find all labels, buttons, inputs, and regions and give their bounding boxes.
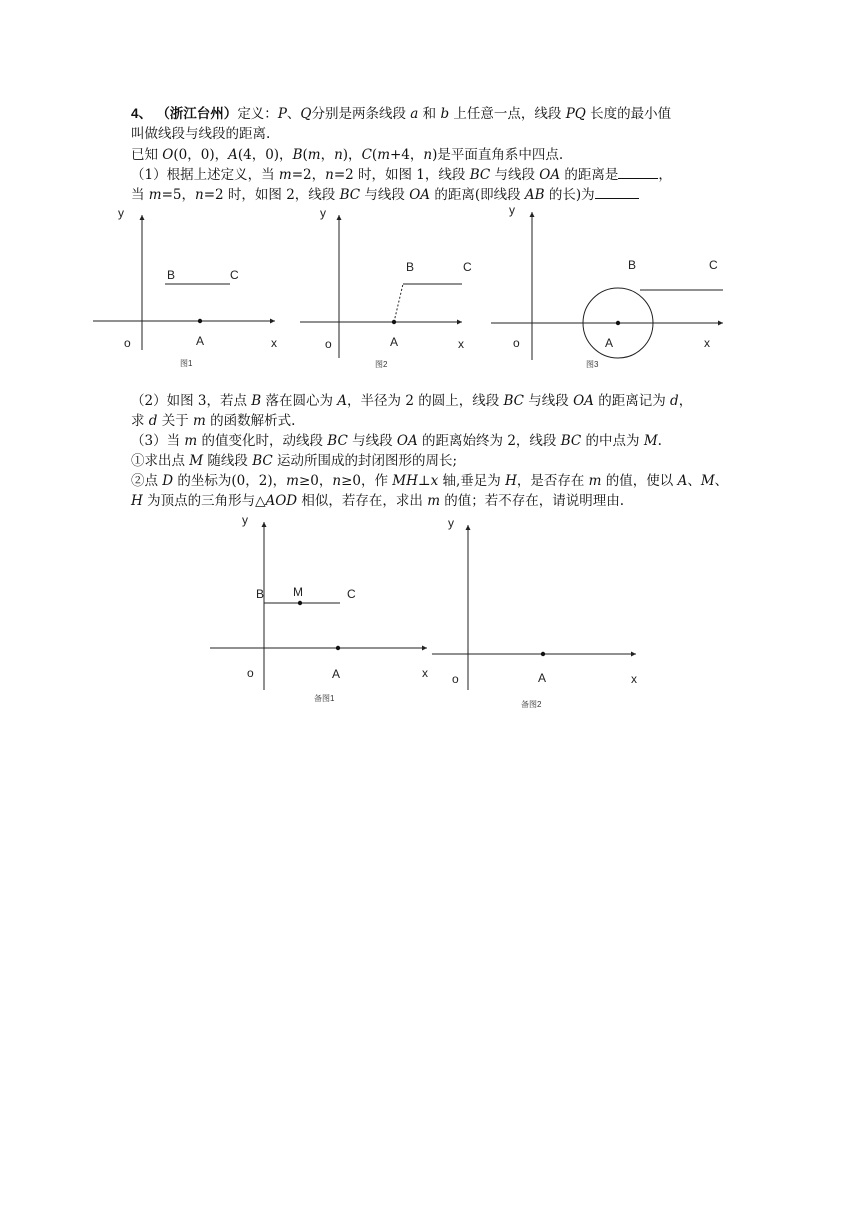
point-a bbox=[336, 646, 340, 650]
var-O: O bbox=[162, 147, 174, 163]
text: 的长)为 bbox=[544, 187, 595, 203]
point-a bbox=[392, 320, 396, 324]
var-M: M bbox=[643, 433, 658, 449]
text: =2 时，如图 1，线段 bbox=[333, 167, 470, 183]
text: =5， bbox=[161, 187, 196, 203]
var-m: m bbox=[184, 433, 198, 449]
x-label: x bbox=[458, 337, 464, 351]
origin-label: o bbox=[247, 666, 254, 680]
text: =2， bbox=[291, 167, 326, 183]
y-label: y bbox=[448, 516, 454, 530]
text: （3）当 bbox=[131, 433, 185, 449]
var-BC: BC bbox=[503, 393, 525, 409]
origin-label: o bbox=[325, 337, 332, 351]
var-BC: BC bbox=[252, 453, 273, 469]
var-A: A bbox=[228, 147, 238, 163]
var-a: a bbox=[410, 106, 419, 122]
text: （2）如图 3，若点 bbox=[131, 393, 252, 409]
var-m: m bbox=[307, 147, 321, 163]
text: 的函数解析式. bbox=[205, 413, 296, 429]
text: 的距离(即线段 bbox=[430, 187, 525, 203]
var-OA: OA bbox=[409, 187, 431, 203]
var-m: m bbox=[377, 147, 390, 163]
text: 定义： bbox=[237, 106, 278, 122]
text: =2 时，如图 2，线段 bbox=[203, 187, 340, 203]
var-A: A bbox=[337, 393, 348, 409]
point-c-label: C bbox=[463, 260, 472, 274]
text: 与线段 bbox=[490, 167, 540, 183]
var-OA: OA bbox=[573, 393, 594, 409]
point-a-label: A bbox=[196, 334, 205, 348]
text: 相似，若存在，求出 bbox=[297, 493, 428, 509]
var-D: D bbox=[162, 473, 174, 489]
text: 、 bbox=[714, 473, 729, 489]
text: 求 bbox=[131, 413, 149, 429]
y-label: y bbox=[242, 513, 248, 527]
spare-figure-2 bbox=[432, 516, 637, 709]
var-BC: BC bbox=[327, 433, 348, 449]
x-label: x bbox=[631, 672, 637, 686]
var-AB: AB bbox=[524, 187, 545, 203]
text: (4，0)， bbox=[237, 147, 293, 163]
var-Q: Q bbox=[300, 106, 312, 122]
var-n: n bbox=[325, 167, 334, 183]
point-a-label: A bbox=[605, 336, 614, 350]
var-x: x bbox=[430, 473, 439, 489]
text: ( bbox=[371, 147, 378, 163]
text: ②点 bbox=[131, 473, 163, 489]
text: 上任意一点，线段 bbox=[449, 106, 566, 122]
var-H: H bbox=[505, 473, 517, 489]
point-b-label: B bbox=[628, 258, 637, 272]
text: ， bbox=[320, 147, 335, 163]
text: 随线段 bbox=[203, 453, 253, 469]
var-m: m bbox=[588, 473, 602, 489]
text: 分别是两条线段 bbox=[311, 106, 411, 122]
figure-caption: 图2 bbox=[375, 360, 388, 369]
figure-caption: 图3 bbox=[586, 360, 599, 369]
text: 关于 bbox=[157, 413, 194, 429]
point-a-label: A bbox=[390, 335, 399, 349]
var-B: B bbox=[292, 147, 303, 163]
var-m: m bbox=[427, 493, 441, 509]
text: （1）根据上述定义，当 bbox=[131, 167, 279, 183]
text: 的距离始终为 2，线段 bbox=[417, 433, 561, 449]
text: 与线段 bbox=[347, 433, 397, 449]
var-B: B bbox=[251, 393, 262, 409]
origin-label: o bbox=[513, 336, 520, 350]
spare-figure-1 bbox=[210, 513, 428, 703]
var-BC: BC bbox=[339, 187, 361, 203]
var-PQ: PQ bbox=[565, 106, 586, 122]
var-n: n bbox=[334, 147, 343, 163]
var-d: d bbox=[670, 393, 679, 409]
point-c-label: C bbox=[709, 258, 718, 272]
point-m-label: M bbox=[293, 585, 303, 599]
problem-number: 4、 bbox=[131, 106, 153, 121]
point-b-label: B bbox=[256, 587, 265, 601]
var-AOD: AOD bbox=[265, 493, 298, 509]
figure-caption: 图1 bbox=[180, 359, 193, 368]
figure-2 bbox=[300, 206, 472, 369]
text: 已知 bbox=[131, 147, 163, 163]
text: )， bbox=[342, 147, 362, 163]
text: 落在圆心为 bbox=[261, 393, 338, 409]
text: 和 bbox=[418, 106, 441, 122]
text: ≥0，作 bbox=[341, 473, 393, 489]
var-P: P bbox=[277, 106, 287, 122]
text: 轴,垂足为 bbox=[438, 473, 506, 489]
text: ( bbox=[302, 147, 308, 163]
text: )是平面直角系中四点. bbox=[432, 147, 564, 163]
x-label: x bbox=[422, 666, 428, 680]
text: ，半径为 2 的圆上，线段 bbox=[347, 393, 504, 409]
var-H: H bbox=[131, 493, 143, 509]
segment-ab bbox=[394, 284, 403, 322]
figure-1 bbox=[93, 206, 277, 368]
var-m: m bbox=[148, 187, 162, 203]
var-A: A bbox=[677, 473, 688, 489]
y-label: y bbox=[320, 206, 326, 220]
var-d: d bbox=[148, 413, 158, 429]
var-m: m bbox=[278, 167, 292, 183]
figure-caption: 备图1 bbox=[314, 694, 335, 703]
figure-3 bbox=[491, 203, 723, 369]
var-m: m bbox=[286, 473, 299, 489]
text: ， bbox=[658, 167, 672, 183]
origin-label: o bbox=[452, 672, 459, 686]
var-n: n bbox=[332, 473, 342, 489]
text: 为顶点的三角形与△ bbox=[142, 493, 266, 509]
var-n: n bbox=[195, 187, 204, 203]
point-c-label: C bbox=[347, 587, 356, 601]
text: 与线段 bbox=[524, 393, 574, 409]
point-a-label: A bbox=[332, 667, 341, 681]
text: ①求出点 bbox=[131, 453, 190, 469]
text: 的中点为 bbox=[581, 433, 644, 449]
point-c-label: C bbox=[230, 268, 239, 282]
x-label: x bbox=[704, 336, 710, 350]
var-C: C bbox=[361, 147, 372, 163]
var-MH: MH bbox=[392, 473, 418, 489]
figure-caption: 备图2 bbox=[521, 700, 542, 709]
text: 的距离是 bbox=[560, 167, 619, 183]
text: 与线段 bbox=[360, 187, 410, 203]
point-a bbox=[541, 652, 545, 656]
x-label: x bbox=[271, 336, 277, 350]
text: 的距离记为 bbox=[593, 393, 671, 409]
text: 的值变化时，动线段 bbox=[197, 433, 328, 449]
y-label: y bbox=[509, 203, 515, 217]
text: ，是否存在 bbox=[516, 473, 589, 489]
point-a bbox=[198, 319, 202, 323]
text: 长度的最小值 bbox=[585, 106, 672, 122]
text: 运动所围成的封闭图形的周长; bbox=[272, 453, 458, 469]
text: ≥0， bbox=[298, 473, 333, 489]
problem-line-2: 叫做线段与线段的距离. bbox=[131, 126, 271, 142]
text: 当 bbox=[131, 187, 149, 203]
point-a bbox=[616, 321, 620, 325]
var-OA: OA bbox=[396, 433, 418, 449]
text: 、 bbox=[286, 106, 301, 122]
var-n: n bbox=[423, 147, 433, 163]
text: ⊥ bbox=[417, 473, 431, 489]
text: (0，0)， bbox=[173, 147, 229, 163]
text: . bbox=[657, 433, 662, 449]
var-OA: OA bbox=[539, 167, 561, 183]
text: 的值；若不存在，请说明理由. bbox=[440, 493, 625, 509]
var-M: M bbox=[700, 473, 715, 489]
var-m: m bbox=[193, 413, 206, 429]
problem-source: （浙江台州） bbox=[156, 106, 238, 122]
point-m bbox=[298, 601, 302, 605]
origin-label: o bbox=[124, 336, 131, 350]
point-b-label: B bbox=[167, 268, 176, 282]
point-a-label: A bbox=[538, 671, 547, 685]
text: 的坐标为(0，2)， bbox=[173, 473, 287, 489]
text: +4， bbox=[390, 147, 424, 163]
text: 的值，使以 bbox=[601, 473, 678, 489]
text: ， bbox=[678, 393, 693, 409]
var-BC: BC bbox=[560, 433, 582, 449]
var-BC: BC bbox=[469, 167, 491, 183]
y-label: y bbox=[118, 206, 124, 220]
var-b: b bbox=[440, 106, 450, 122]
text: 、 bbox=[687, 473, 701, 489]
var-M: M bbox=[189, 453, 204, 469]
point-b-label: B bbox=[406, 260, 415, 274]
